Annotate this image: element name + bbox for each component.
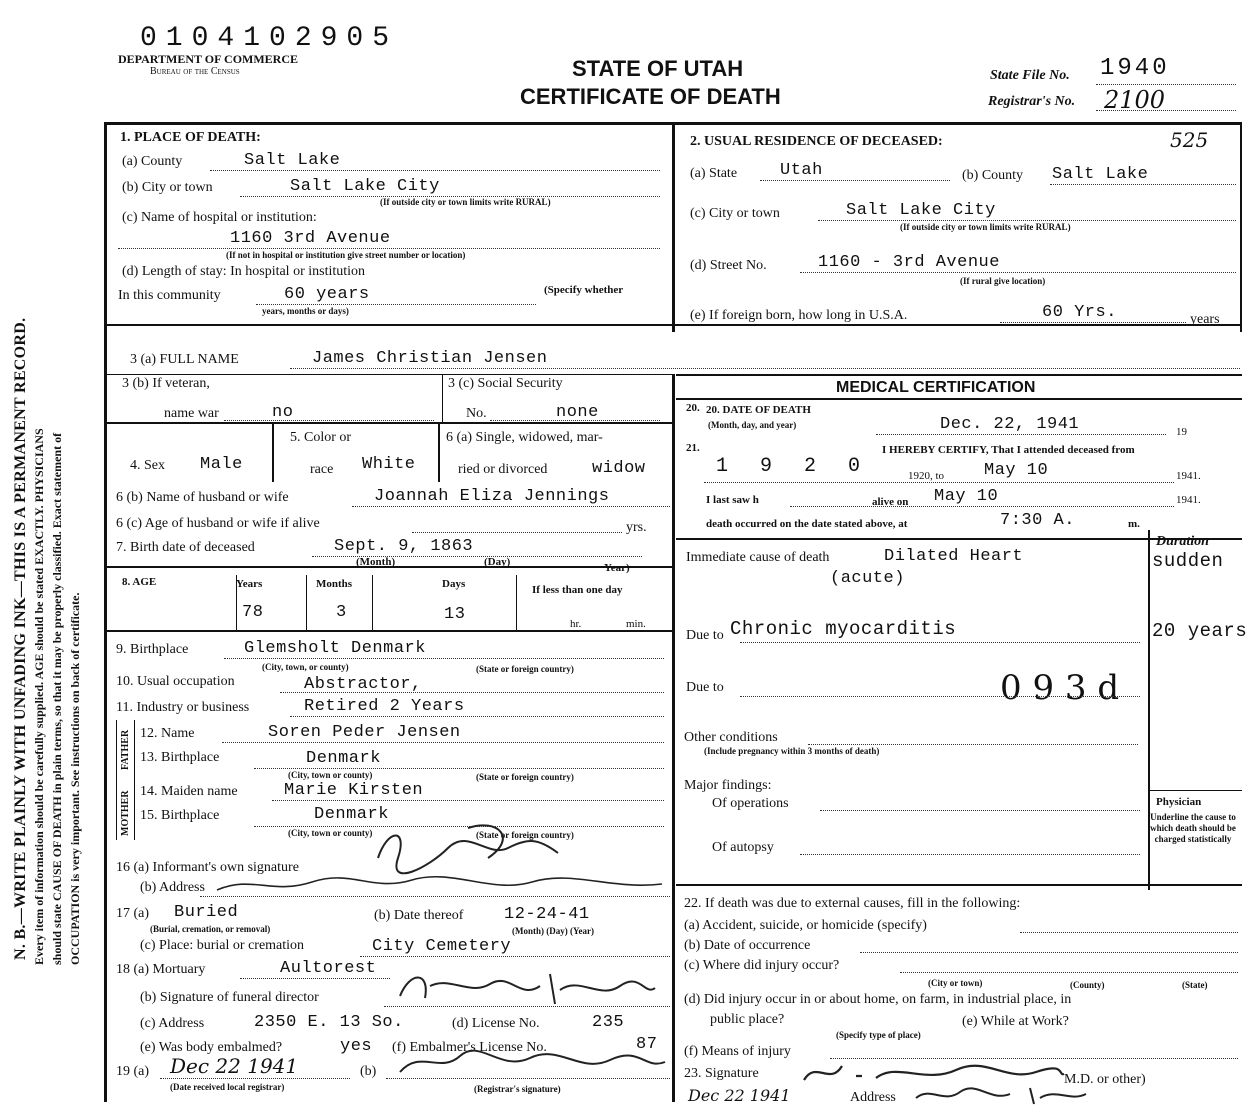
father-city-note: (City, town or county) bbox=[288, 770, 373, 780]
occupation-label: 10. Usual occupation bbox=[116, 674, 235, 689]
marital-label-2: ried or divorced bbox=[458, 462, 548, 477]
death-date-number: 20. bbox=[686, 402, 700, 414]
external-e: (e) While at Work? bbox=[962, 1014, 1069, 1029]
full-name-value: James Christian Jensen bbox=[312, 349, 548, 368]
external-f: (f) Means of injury bbox=[684, 1044, 791, 1059]
age-years-col: Years bbox=[236, 578, 263, 590]
margin-notice-line2: Every item of information should be carefully supplied. AGE should be stated EXACTLY. PHYSICIANS bbox=[32, 428, 46, 965]
last-saw-year: 1941. bbox=[1176, 494, 1201, 506]
age-less-day: If less than one day bbox=[532, 584, 623, 596]
major-findings-label: Major findings: bbox=[684, 778, 772, 793]
age-years-value: 78 bbox=[242, 603, 264, 622]
sex-value: Male bbox=[200, 455, 243, 474]
physician-label: Physician bbox=[1156, 796, 1202, 808]
embalmed-value: yes bbox=[340, 1037, 373, 1056]
birthplace-label: 9. Birthplace bbox=[116, 642, 189, 657]
street-value: 1160 - 3rd Avenue bbox=[818, 253, 1000, 272]
external-d1: (d) Did injury occur in or about home, on farm, in industrial place, in bbox=[684, 992, 1072, 1007]
certificate-title: CERTIFICATE OF DEATH bbox=[520, 84, 781, 109]
mother-name-value: Marie Kirsten bbox=[284, 781, 424, 800]
signature-address-label: Address bbox=[850, 1090, 896, 1105]
mother-birth-value: Denmark bbox=[314, 805, 389, 824]
immediate-cause-label: Immediate cause of death bbox=[686, 550, 830, 565]
mother-name-label: 14. Maiden name bbox=[140, 784, 238, 799]
registrar-number: 2100 bbox=[1104, 86, 1166, 114]
death-time-m: m. bbox=[1128, 518, 1140, 530]
registrar-label: Registrar's No. bbox=[988, 94, 1076, 109]
birthplace-state-note: (State or foreign country) bbox=[476, 664, 574, 674]
father-name-value: Soren Peder Jensen bbox=[268, 723, 461, 742]
attended-from-suffix: 1920, to bbox=[908, 470, 945, 482]
specify-note: (Specify whether bbox=[544, 284, 624, 296]
county-value: Salt Lake bbox=[244, 151, 341, 170]
community-value: 60 years bbox=[284, 285, 370, 304]
external-c: (c) Where did injury occur? bbox=[684, 958, 840, 973]
burial-place-value: City Cemetery bbox=[372, 937, 512, 956]
signature-md: M.D. or other) bbox=[1064, 1072, 1146, 1087]
sex-label: 4. Sex bbox=[130, 458, 165, 473]
color-label: 5. Color or bbox=[290, 430, 352, 445]
death-date-19: 19 bbox=[1176, 426, 1187, 438]
informant-signature bbox=[368, 818, 568, 878]
registrar-signature bbox=[390, 1044, 670, 1080]
full-name-label: 3 (a) FULL NAME bbox=[130, 352, 239, 367]
attended-to: May 10 bbox=[984, 461, 1049, 480]
received-note: (Date received local registrar) bbox=[170, 1082, 285, 1092]
mother-city-note: (City, town or county) bbox=[288, 828, 373, 838]
war-label: name war bbox=[164, 406, 219, 421]
registrar-b-label: (b) bbox=[360, 1064, 377, 1079]
death-date-label: 20. DATE OF DEATH bbox=[706, 404, 811, 416]
due-to-label: Due to bbox=[686, 628, 724, 643]
residence-heading: 2. USUAL RESIDENCE OF DECEASED: bbox=[690, 134, 943, 149]
mortuary-value: Aultorest bbox=[280, 959, 377, 978]
race-label: race bbox=[310, 462, 334, 477]
industry-value: Retired 2 Years bbox=[304, 697, 465, 716]
external-heading: 22. If death was due to external causes, fill in the following: bbox=[684, 896, 1021, 911]
city-note: (If outside city or town limits write RURAL) bbox=[380, 197, 551, 207]
county-label: (a) County bbox=[122, 154, 183, 169]
department-name: DEPARTMENT OF COMMERCE bbox=[118, 52, 299, 66]
received-label: 19 (a) bbox=[116, 1064, 150, 1079]
medical-heading: MEDICAL CERTIFICATION bbox=[836, 379, 1036, 396]
spouse-value: Joannah Eliza Jennings bbox=[374, 487, 610, 506]
margin-notice-line3: should state CAUSE OF DEATH in plain terms, so that it may be properly classified. Exact statement of bbox=[50, 432, 64, 965]
last-saw-value: May 10 bbox=[934, 487, 999, 506]
race-value: White bbox=[362, 455, 416, 474]
place-of-death-heading: 1. PLACE OF DEATH: bbox=[120, 130, 261, 145]
burial-date-label: (b) Date thereof bbox=[374, 908, 464, 923]
mortuary-address-label: (c) Address bbox=[140, 1016, 205, 1031]
burial-value: Buried bbox=[174, 903, 239, 922]
community-label: In this community bbox=[118, 288, 221, 303]
res-state-value: Utah bbox=[780, 161, 823, 180]
certify-statement: I HEREBY CERTIFY, That I attended deceased from bbox=[882, 444, 1135, 456]
external-d2: public place? bbox=[710, 1012, 785, 1027]
bureau-name: Bureau of the Census bbox=[150, 66, 240, 77]
immediate-cause-value-2: (acute) bbox=[830, 569, 905, 588]
father-birth-label: 13. Birthplace bbox=[140, 750, 220, 765]
physician-address-handwritten bbox=[910, 1082, 1090, 1108]
hospital-value: 1160 3rd Avenue bbox=[230, 229, 391, 248]
foreign-years-label: years bbox=[1190, 312, 1220, 327]
external-a: (a) Accident, suicide, or homicide (specify) bbox=[684, 918, 927, 933]
age-months-col: Months bbox=[316, 578, 353, 590]
ss-no-label: No. bbox=[466, 406, 487, 421]
age-days-value: 13 bbox=[444, 605, 466, 624]
due-to-value: Chronic myocarditis bbox=[730, 618, 957, 640]
age-min: min. bbox=[626, 618, 646, 630]
war-value: no bbox=[272, 403, 294, 422]
informant-sig-label: 16 (a) Informant's own signature bbox=[116, 860, 299, 875]
attended-to-year: 1941. bbox=[1176, 470, 1201, 482]
hospital-note: (If not in hospital or institution give street number or location) bbox=[226, 250, 466, 260]
signature-date: Dec 22 1941 bbox=[688, 1086, 791, 1105]
alive-on-label: alive on bbox=[872, 496, 909, 508]
external-state-note: (State) bbox=[1182, 980, 1208, 990]
received-date: Dec 22 1941 bbox=[170, 1054, 299, 1078]
birthplace-value: Glemsholt Denmark bbox=[244, 639, 426, 658]
res-state-label: (a) State bbox=[690, 166, 738, 181]
death-occurred-label: death occurred on the date stated above, at bbox=[706, 518, 908, 530]
mother-birth-label: 15. Birthplace bbox=[140, 808, 220, 823]
external-county-note: (County) bbox=[1070, 980, 1105, 990]
burial-mdy-note: (Month) (Day) (Year) bbox=[512, 926, 594, 936]
foreign-label: (e) If foreign born, how long in U.S.A. bbox=[690, 308, 908, 323]
age-days-col: Days bbox=[442, 578, 466, 590]
city-label: (b) City or town bbox=[122, 180, 213, 195]
director-label: (b) Signature of funeral director bbox=[140, 990, 319, 1005]
birth-day-label: (Day) bbox=[484, 556, 511, 568]
margin-notice-main: N. B.—WRITE PLAINLY WITH UNFADING INK—THIS IS A PERMANENT RECORD. bbox=[12, 317, 29, 960]
duration-label: Duration bbox=[1156, 534, 1209, 549]
residence-margin-note: 525 bbox=[1170, 128, 1209, 152]
state-file-number: 1940 bbox=[1100, 55, 1170, 82]
marital-label-1: 6 (a) Single, widowed, mar- bbox=[446, 430, 603, 445]
res-city-label: (c) City or town bbox=[690, 206, 780, 221]
registrar-note: (Registrar's signature) bbox=[474, 1084, 561, 1094]
age-label: 8. AGE bbox=[122, 576, 157, 588]
death-date-note: (Month, day, and year) bbox=[708, 420, 797, 430]
other-conditions-label: Other conditions bbox=[684, 730, 778, 745]
father-birth-value: Denmark bbox=[306, 749, 381, 768]
father-state-note: (State or foreign country) bbox=[476, 772, 574, 782]
spouse-age-label: 6 (c) Age of husband or wife if alive bbox=[116, 516, 320, 531]
informant-address-label: (b) Address bbox=[140, 880, 205, 895]
occupation-value: Abstractor, bbox=[304, 675, 422, 694]
mother-state-note: (State or foreign country) bbox=[476, 830, 574, 840]
attended-from: 1 9 2 0 bbox=[716, 455, 871, 478]
ss-label: 3 (c) Social Security bbox=[448, 376, 563, 391]
embalmer-value: 87 bbox=[636, 1035, 658, 1054]
res-county-label: (b) County bbox=[962, 168, 1024, 183]
spouse-yrs-label: yrs. bbox=[626, 520, 647, 535]
burial-label: 17 (a) bbox=[116, 906, 150, 921]
birth-month-label: (Month) bbox=[356, 556, 396, 568]
res-county-value: Salt Lake bbox=[1052, 165, 1149, 184]
burial-place-label: (c) Place: burial or cremation bbox=[140, 938, 305, 953]
embalmed-label: (e) Was body embalmed? bbox=[140, 1040, 283, 1055]
stay-label: (d) Length of stay: In hospital or institution bbox=[122, 264, 366, 279]
external-specify-place: (Specify type of place) bbox=[836, 1030, 921, 1040]
foreign-value: 60 Yrs. bbox=[1042, 303, 1117, 322]
death-date-value: Dec. 22, 1941 bbox=[940, 415, 1080, 434]
birth-date-value: Sept. 9, 1863 bbox=[334, 537, 474, 556]
embalmer-label: (f) Embalmer's License No. bbox=[392, 1040, 547, 1055]
street-note: (If rural give location) bbox=[960, 276, 1046, 286]
external-city-note: (City or town) bbox=[928, 978, 983, 988]
signature-label: 23. Signature bbox=[684, 1066, 759, 1081]
document-number: 0104102905 bbox=[140, 23, 399, 54]
mother-side-label: MOTHER bbox=[120, 790, 131, 836]
city-value: Salt Lake City bbox=[290, 177, 440, 196]
physician-note: Underline the cause to which death should be charged statistically bbox=[1150, 812, 1236, 844]
due-to-label-2: Due to bbox=[686, 680, 724, 695]
immediate-cause-value: Dilated Heart bbox=[884, 547, 1024, 566]
hospital-label: (c) Name of hospital or institution: bbox=[122, 210, 317, 225]
operations-label: Of operations bbox=[712, 796, 789, 811]
license-label: (d) License No. bbox=[452, 1016, 540, 1031]
mortuary-address-value: 2350 E. 13 So. bbox=[254, 1013, 404, 1032]
age-months-value: 3 bbox=[336, 603, 347, 622]
director-signature bbox=[390, 966, 660, 1010]
death-time-value: 7:30 A. bbox=[1000, 511, 1075, 530]
mortuary-label: 18 (a) Mortuary bbox=[116, 962, 206, 977]
spouse-label: 6 (b) Name of husband or wife bbox=[116, 490, 289, 505]
birth-date-label: 7. Birth date of deceased bbox=[116, 540, 255, 555]
marital-value: widow bbox=[592, 459, 646, 478]
father-side-label: FATHER bbox=[120, 729, 131, 770]
burial-note: (Burial, cremation, or removal) bbox=[150, 924, 271, 934]
street-label: (d) Street No. bbox=[690, 258, 767, 273]
cause-code: 0 9 3 d bbox=[1000, 668, 1120, 708]
last-saw-label: I last saw h bbox=[706, 494, 759, 506]
res-city-note: (If outside city or town limits write RURAL) bbox=[900, 222, 1071, 232]
years-note: years, months or days) bbox=[262, 306, 349, 316]
other-conditions-note: (Include pregnancy within 3 months of death) bbox=[704, 746, 880, 756]
burial-date-value: 12-24-41 bbox=[504, 905, 590, 924]
age-hr: hr. bbox=[570, 618, 582, 630]
duration-value-2: 20 years bbox=[1152, 620, 1248, 642]
res-city-value: Salt Lake City bbox=[846, 201, 996, 220]
state-file-label: State File No. bbox=[990, 68, 1070, 83]
ss-value: none bbox=[556, 403, 599, 422]
certify-number: 21. bbox=[686, 442, 700, 454]
state-title: STATE OF UTAH bbox=[572, 56, 744, 81]
autopsy-label: Of autopsy bbox=[712, 840, 774, 855]
birth-year-label: Year) bbox=[604, 562, 630, 574]
birthplace-city-note: (City, town, or county) bbox=[262, 662, 349, 672]
external-b: (b) Date of occurrence bbox=[684, 938, 811, 953]
industry-label: 11. Industry or business bbox=[116, 700, 250, 715]
license-value: 235 bbox=[592, 1013, 625, 1032]
margin-notice-line4: OCCUPATION is very important. See instructions on back of certificate. bbox=[68, 592, 82, 965]
duration-value-1: sudden bbox=[1152, 550, 1224, 572]
veteran-label: 3 (b) If veteran, bbox=[122, 376, 210, 391]
father-name-label: 12. Name bbox=[140, 726, 195, 741]
